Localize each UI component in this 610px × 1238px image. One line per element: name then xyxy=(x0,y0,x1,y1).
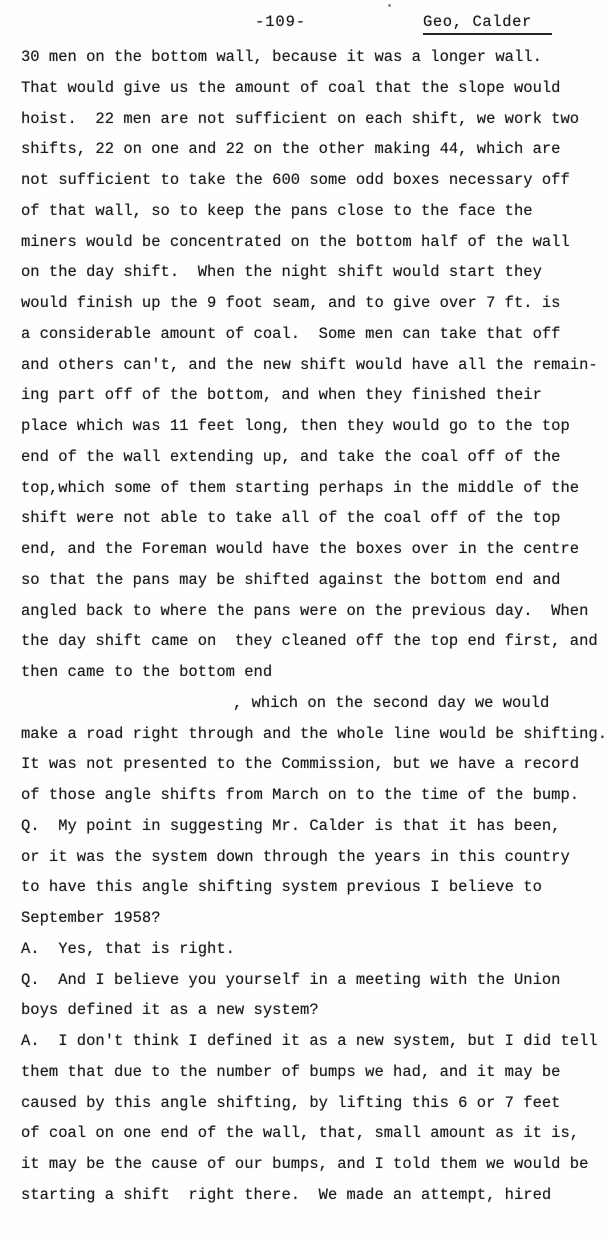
transcript-line: September 1958? xyxy=(21,909,161,927)
transcript-line: of those angle shifts from March on to the time of the bump. xyxy=(21,786,580,804)
page-header xyxy=(0,12,610,36)
transcript-line: A. I don't think I defined it as a new system, but I did tell xyxy=(21,1032,598,1050)
transcript-line: ing part off of the bottom, and when they finished their xyxy=(21,386,542,405)
transcript-line: miners would be concentrated on the bottom half of the wall xyxy=(21,232,570,251)
transcript-line: on the day shift. When the night shift would start they xyxy=(21,263,542,282)
transcript-line: of coal on one end of the wall, that, small amount as it is, xyxy=(21,1124,580,1143)
transcript-line: the day shift came on they cleaned off the top end first, and xyxy=(21,632,598,651)
transcript-line: boys defined it as a new system? xyxy=(21,1001,319,1020)
transcript-line: Q. And I believe you yourself in a meeting with the Union xyxy=(21,970,561,989)
stray-mark xyxy=(388,4,391,7)
transcript-line: of that wall, so to keep the pans close to the face the xyxy=(21,201,533,220)
transcript-line: it may be the cause of our bumps, and I told them we would be xyxy=(21,1155,589,1173)
transcript-line: 30 men on the bottom wall, because it was a longer wall. xyxy=(21,48,542,66)
transcript-line: a considerable amount of coal. Some men can take that off xyxy=(21,324,561,343)
transcript-line: It was not presented to the Commission, but we have a record xyxy=(21,755,580,774)
transcript-line: , which on the second day we would xyxy=(233,693,550,712)
transcript-line: end, and the Foreman would have the boxes over in the centre xyxy=(21,540,580,558)
transcript-body xyxy=(21,42,610,1211)
transcript-line: hoist. 22 men are not sufficient on each shift, we work two xyxy=(21,109,580,128)
transcript-line: place which was 11 feet long, then they would go to the top xyxy=(21,417,570,435)
transcript-line: and others can't, and the new shift would have all the remain- xyxy=(21,355,598,374)
transcript-line: so that the pans may be shifted against the bottom end and xyxy=(21,570,561,589)
transcript-line: top,which some of them starting perhaps in the middle of the xyxy=(21,478,580,497)
transcript-line: end of the wall extending up, and take the coal off of the xyxy=(21,447,561,466)
witness-name: Geo, Calder xyxy=(423,13,552,35)
transcript-line: A. Yes, that is right. xyxy=(21,939,235,958)
transcript-line: Q. My point in suggesting Mr. Calder is that it has been, xyxy=(21,816,561,835)
transcript-line: That would give us the amount of coal that the slope would xyxy=(21,78,561,97)
transcript-line: make a road right through and the whole line would be shifting. xyxy=(21,724,607,743)
transcript-line: shifts, 22 on one and 22 on the other making 44, which are xyxy=(21,140,561,159)
transcript-line: or it was the system down through the years in this country xyxy=(21,847,570,866)
transcript-line: not sufficient to take the 600 some odd boxes necessary off xyxy=(21,171,570,189)
transcript-line: starting a shift right there. We made an attempt, hired xyxy=(21,1185,552,1204)
transcript-line: angled back to where the pans were on the previous day. When xyxy=(21,601,589,620)
transcript-line: caused by this angle shifting, by lifting this 6 or 7 feet xyxy=(21,1093,561,1112)
transcript-line: would finish up the 9 foot seam, and to give over 7 ft. is xyxy=(21,294,561,312)
transcript-line: shift were not able to take all of the coal off of the top xyxy=(21,509,561,528)
transcript-line: to have this angle shifting system previous I believe to xyxy=(21,878,542,897)
transcript-line: them that due to the number of bumps we had, and it may be xyxy=(21,1062,561,1081)
page-number: -109- xyxy=(255,13,307,31)
transcript-line: then came to the bottom end xyxy=(21,663,273,681)
